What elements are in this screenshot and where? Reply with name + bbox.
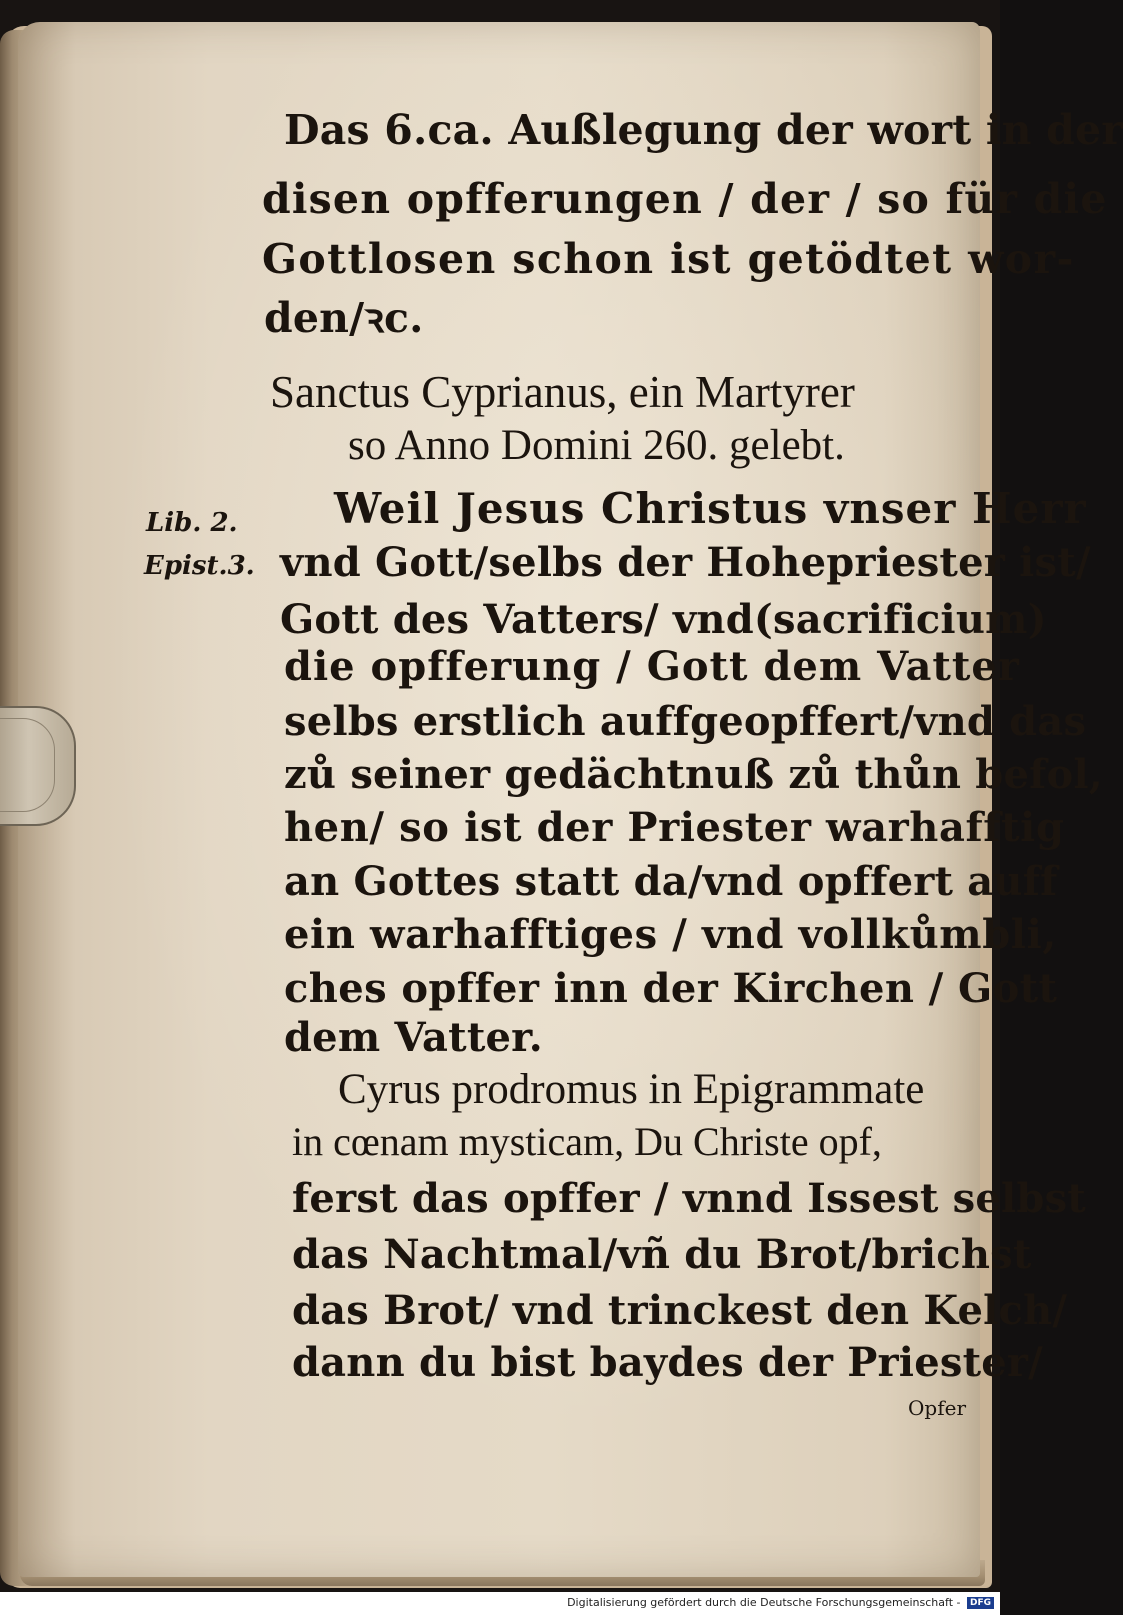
paragraph-2-line-5: das Brot/ vnd trinckest den Kelch/ xyxy=(292,1287,1068,1334)
paragraph-2-line-3: ferst das opffer / vnnd Issest selbst xyxy=(292,1175,1086,1222)
paragraph-1-line-1: Weil Jesus Christus vnser Herr xyxy=(334,484,1087,533)
section-heading-line-1: Sanctus Cyprianus, ein Martyrer xyxy=(270,367,855,417)
chapter-header-line-3: Gottlosen schon ist getödtet wor‑ xyxy=(262,235,1075,283)
book-clasp xyxy=(0,706,76,826)
paragraph-2-line-2: in cœnam mysticam, Du Christe opf, xyxy=(292,1119,882,1164)
book-page xyxy=(18,22,1123,1577)
book-clasp-inner xyxy=(0,718,55,812)
paragraph-1-line-5: selbs erstlich auffgeopffert/vnd das xyxy=(284,698,1087,745)
paragraph-1-line-6: zů seiner gedächtnuß zů thůn befol, xyxy=(284,751,1103,798)
paragraph-1-line-11: dem Vatter. xyxy=(284,1014,543,1061)
paragraph-2-line-4: das Nachtmal/vñ du Brot/brichst xyxy=(292,1231,1032,1278)
credit-text: Digitalisierung gefördert durch die Deutsche Forschungsgemeinschaft xyxy=(567,1596,954,1609)
chapter-header-line-2: disen opfferungen / der / so für die xyxy=(262,175,1108,223)
paragraph-1-line-3: Gott des Vatters/ vnd(sacrificium) xyxy=(280,596,1047,643)
dfg-logo: DFG xyxy=(967,1597,994,1609)
paragraph-1-line-7: hen/ so ist der Priester warhafftig xyxy=(284,804,1065,851)
paragraph-1-line-2: vnd Gott/selbs der Hohepriester ist/ xyxy=(280,539,1091,586)
margin-note-book: Lib. 2. xyxy=(146,508,238,538)
paragraph-1-line-4: die opfferung / Gott dem Vatter xyxy=(284,643,1020,690)
paragraph-2-line-1: Cyrus prodromus in Epigrammate xyxy=(338,1066,925,1113)
digitization-credit: Digitalisierung gefördert durch die Deutsche Forschungsgemeinschaft - DFG xyxy=(567,1596,994,1609)
paragraph-1-line-9: ein warhafftiges / vnd vollkůmbli, xyxy=(284,911,1057,958)
paragraph-2-line-6: dann du bist baydes der Priester/ xyxy=(292,1339,1043,1386)
margin-note-epistle: Epist.3. xyxy=(144,551,255,581)
chapter-header-line-1: Das 6.ca. Außlegung der wort in der xyxy=(284,106,1123,154)
catchword: Opfer xyxy=(908,1396,966,1420)
paragraph-1-line-10: ches opffer inn der Kirchen / Gott xyxy=(284,965,1058,1012)
section-heading-line-2: so Anno Domini 260. gelebt. xyxy=(348,422,845,469)
paragraph-1-line-8: an Gottes statt da/vnd opffert auff xyxy=(284,858,1058,905)
chapter-header-line-4: den/ꝛc. xyxy=(264,294,424,342)
